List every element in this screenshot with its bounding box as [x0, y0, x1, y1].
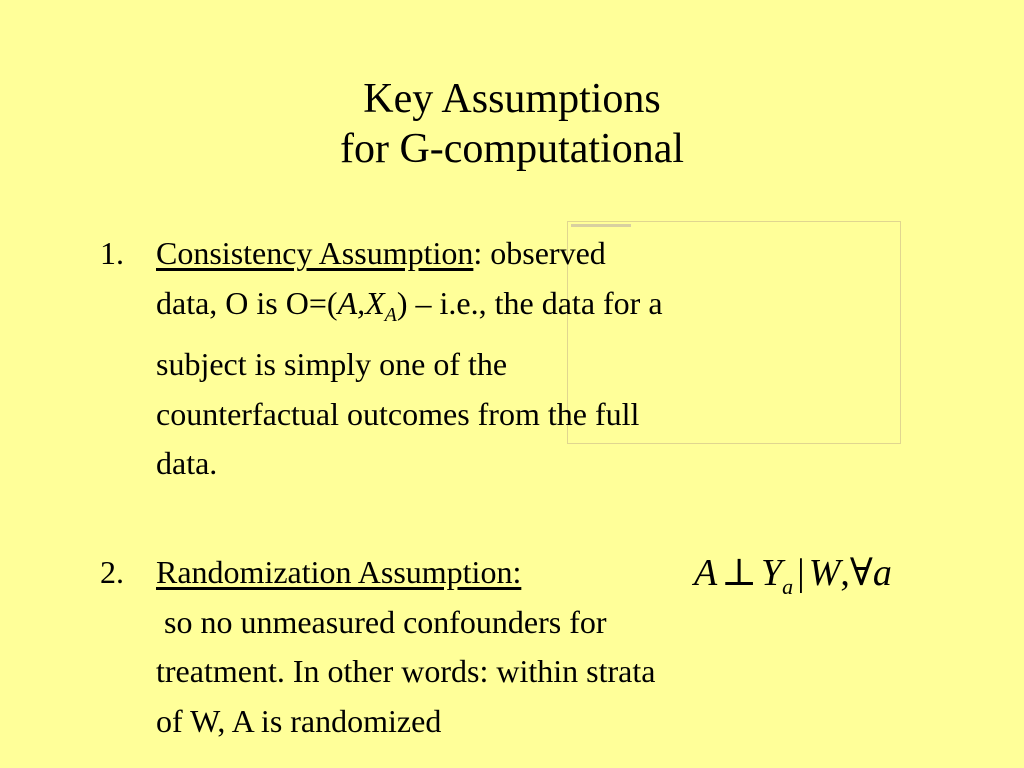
consistency-heading: Consistency Assumption [156, 235, 474, 271]
list-number: 2. [100, 554, 124, 590]
list-item-body [156, 548, 655, 746]
list-number: 1. [100, 235, 124, 271]
slide-title [0, 74, 1024, 174]
item2-line3: treatment. In other words: within strata [156, 653, 656, 690]
item1-line3: subject is simply one of the [156, 346, 508, 383]
item2-line4: of W, A is randomized [156, 702, 442, 739]
item1-line5: data. [156, 445, 218, 482]
title-line-1: Key Assumptions [363, 76, 661, 122]
randomization-heading: Randomization Assumption: [156, 554, 522, 590]
item2-line2: so no unmeasured confounders for [164, 603, 607, 640]
title-line-2: for G-computational [339, 126, 685, 172]
forall-symbol: ∀ [849, 552, 873, 594]
perp-symbol: ⊥ [721, 552, 757, 594]
item1-line1: Consistency Assumption: observed [156, 235, 606, 271]
list-item-body [156, 229, 663, 489]
embedded-object-caption [571, 224, 631, 227]
item1-line4: counterfactual outcomes from the full [156, 395, 640, 432]
item2-line1 [156, 548, 655, 598]
item1-line2: data, O is $O=(A,X_A) - i.e$., the data for a [156, 284, 663, 326]
randomization-formula: A ⊥ $Y_a$ | W,∀a [694, 552, 892, 599]
